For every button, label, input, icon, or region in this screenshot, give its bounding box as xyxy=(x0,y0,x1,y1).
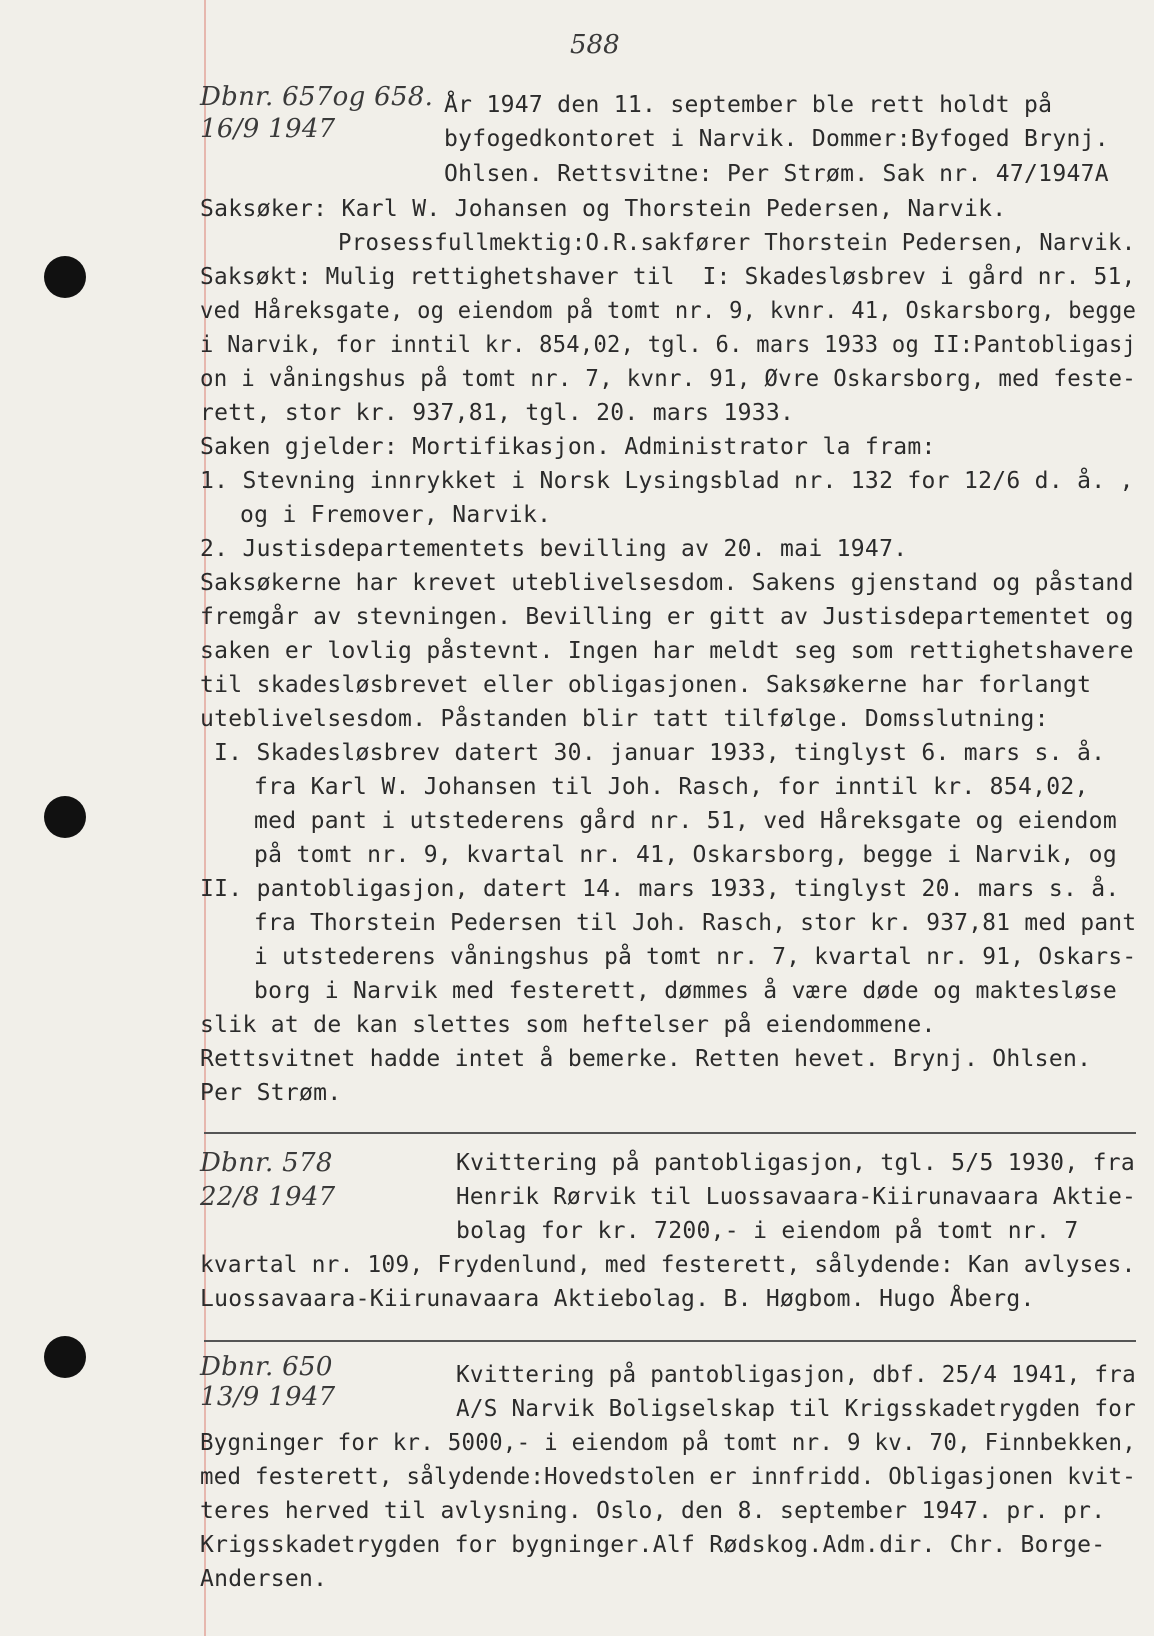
text-line: Kvittering på pantobligasjon, dbf. 25/4 1941, fra xyxy=(456,1362,1137,1388)
entry-ref-date: 13/9 1947 xyxy=(200,1382,336,1412)
text-line: Saksøker: Karl W. Johansen og Thorstein Pedersen, Narvik. xyxy=(200,196,1007,222)
text-line: ved Håreksgate, og eiendom på tomt nr. 9, kvnr. 41, Oskarsborg, begge xyxy=(200,298,1137,324)
text-line: Saksøkt: Mulig rettighetshaver til I: Skadesløsbrev i gård nr. 51, xyxy=(200,264,1136,290)
punch-hole-bottom xyxy=(44,1336,86,1378)
text-line: Prosessfullmektig:O.R.sakfører Thorstein Pedersen, Narvik. xyxy=(338,230,1136,256)
text-line: bolag for kr. 7200,- i eiendom på tomt nr. 7 xyxy=(456,1218,1079,1244)
text-line: Kvittering på pantobligasjon, tgl. 5/5 1930, fra xyxy=(456,1150,1136,1176)
text-line: borg i Narvik med festerett, dømmes å være døde og maktesløse xyxy=(254,978,1117,1004)
punch-hole-top xyxy=(44,256,86,298)
text-line: 1. Stevning innrykket i Norsk Lysingsblad nr. 132 for 12/6 d. å. , xyxy=(200,468,1134,494)
text-line: rett, stor kr. 937,81, tgl. 20. mars 1933. xyxy=(200,400,795,426)
text-line: Ohlsen. Rettsvitne: Per Strøm. Sak nr. 47/1947A xyxy=(444,161,1109,187)
text-line: Saksøkerne har krevet uteblivelsesdom. Sakens gjenstand og påstand xyxy=(200,570,1134,596)
text-line: med festerett, sålydende:Hovedstolen er innfridd. Obligasjonen kvit- xyxy=(200,1464,1137,1490)
text-line: on i våningshus på tomt nr. 7, kvnr. 91, Øvre Oskarsborg, med feste- xyxy=(200,366,1137,392)
text-line: A/S Narvik Boligselskap til Krigsskadetrygden for xyxy=(456,1396,1137,1422)
text-line: i Narvik, for inntil kr. 854,02, tgl. 6. mars 1933 og II:Pantobligasj xyxy=(200,332,1137,358)
text-line: til skadesløsbrevet eller obligasjonen. Saksøkerne har forlangt xyxy=(200,672,1092,698)
entry-separator xyxy=(204,1132,1136,1134)
text-line: på tomt nr. 9, kvartal nr. 41, Oskarsborg, begge i Narvik, og xyxy=(254,842,1117,868)
entry-ref-date: 16/9 1947 xyxy=(200,114,336,144)
text-line: fremgår av stevningen. Bevilling er gitt av Justisdepartementet og xyxy=(200,604,1134,630)
text-line: og i Fremover, Narvik. xyxy=(240,502,552,528)
text-line: Saken gjelder: Mortifikasjon. Administrator la fram: xyxy=(200,434,936,460)
text-line: I. Skadesløsbrev datert 30. januar 1933, tinglyst 6. mars s. å. xyxy=(214,740,1106,766)
text-line: uteblivelsesdom. Påstanden blir tatt tilfølge. Domsslutning: xyxy=(200,706,1049,732)
text-line: saken er lovlig påstevnt. Ingen har meldt seg som rettighetshavere xyxy=(200,638,1134,664)
text-line: fra Karl W. Johansen til Joh. Rasch, for inntil kr. 854,02, xyxy=(254,774,1089,800)
text-line: Per Strøm. xyxy=(200,1080,342,1106)
text-line: i utstederens våningshus på tomt nr. 7, kvartal nr. 91, Oskars- xyxy=(254,944,1137,970)
entry-ref-date: 22/8 1947 xyxy=(200,1182,336,1212)
text-line: Andersen. xyxy=(200,1566,328,1592)
text-line: 2. Justisdepartementets bevilling av 20. mai 1947. xyxy=(200,536,908,562)
page-number: 588 xyxy=(570,30,620,60)
text-line: fra Thorstein Pedersen til Joh. Rasch, stor kr. 937,81 med pant xyxy=(254,910,1137,936)
text-line: kvartal nr. 109, Frydenlund, med festerett, sålydende: Kan avlyses. xyxy=(200,1252,1136,1278)
entry-ref-number: Dbnr. 657og 658. xyxy=(200,82,434,112)
entry-ref-number: Dbnr. 650 xyxy=(200,1352,333,1382)
text-line: Bygninger for kr. 5000,- i eiendom på tomt nr. 9 kv. 70, Finnbekken, xyxy=(200,1430,1137,1456)
text-line: slik at de kan slettes som heftelser på eiendommene. xyxy=(200,1012,936,1038)
text-line: Henrik Rørvik til Luossavaara-Kiirunavaara Aktie- xyxy=(456,1184,1137,1210)
entry-separator xyxy=(204,1340,1136,1342)
text-line: Krigsskadetrygden for bygninger.Alf Rødskog.Adm.dir. Chr. Borge- xyxy=(200,1532,1106,1558)
text-line: År 1947 den 11. september ble rett holdt på xyxy=(444,92,1053,118)
text-line: med pant i utstederens gård nr. 51, ved Håreksgate og eiendom xyxy=(254,808,1117,834)
text-line: Luossavaara-Kiirunavaara Aktiebolag. B. Høgbom. Hugo Åberg. xyxy=(200,1286,1035,1312)
punch-hole-middle xyxy=(44,796,86,838)
text-line: Rettsvitnet hadde intet å bemerke. Retten hevet. Brynj. Ohlsen. xyxy=(200,1046,1092,1072)
text-line: II. pantobligasjon, datert 14. mars 1933, tinglyst 20. mars s. å. xyxy=(200,876,1120,902)
entry-ref-number: Dbnr. 578 xyxy=(200,1148,333,1178)
text-line: byfogedkontoret i Narvik. Dommer:Byfoged Brynj. xyxy=(444,126,1109,152)
text-line: teres herved til avlysning. Oslo, den 8. september 1947. pr. pr. xyxy=(200,1498,1106,1524)
